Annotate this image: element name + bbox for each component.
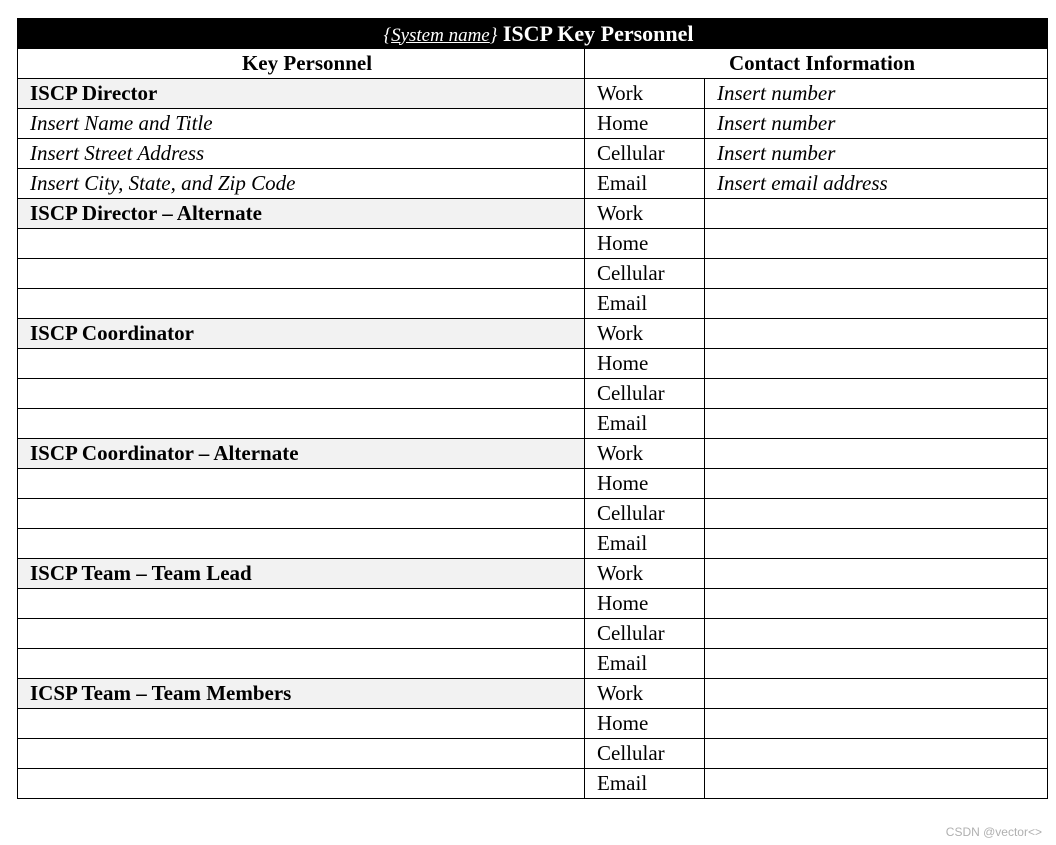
contact-value-cell <box>705 649 1048 679</box>
table-row <box>18 259 1048 289</box>
contact-value-cell <box>705 409 1048 439</box>
personnel-detail-cell <box>18 289 585 319</box>
table-row <box>18 619 1048 649</box>
contact-type-cell: Email <box>585 409 705 439</box>
key-personnel-table <box>17 18 1048 799</box>
header-key-personnel: Key Personnel <box>18 49 585 79</box>
personnel-detail-cell <box>18 259 585 289</box>
header-contact-information: Contact Information <box>585 49 1048 79</box>
contact-value-cell <box>705 439 1048 469</box>
contact-type-cell: Cellular <box>585 739 705 769</box>
table-title-text: ISCP Key Personnel <box>502 20 694 46</box>
contact-value-cell <box>705 709 1048 739</box>
table-row <box>18 739 1048 769</box>
contact-type-cell: Home <box>585 109 705 139</box>
table-row <box>18 439 1048 469</box>
personnel-detail-cell <box>18 529 585 559</box>
contact-type-cell: Email <box>585 529 705 559</box>
contact-type-cell: Cellular <box>585 259 705 289</box>
contact-value-cell <box>705 769 1048 799</box>
role-cell: ISCP Coordinator – Alternate <box>18 439 585 469</box>
contact-type-cell: Cellular <box>585 619 705 649</box>
table-row <box>18 499 1048 529</box>
table-row <box>18 109 1048 139</box>
role-cell: ISCP Coordinator <box>18 319 585 349</box>
contact-value-cell <box>705 739 1048 769</box>
contact-value-cell <box>705 199 1048 229</box>
personnel-detail-cell: Insert Street Address <box>18 139 585 169</box>
contact-type-cell: Cellular <box>585 139 705 169</box>
contact-value-cell: Insert number <box>705 139 1048 169</box>
table-row <box>18 229 1048 259</box>
personnel-detail-cell: Insert Name and Title <box>18 109 585 139</box>
role-cell: ISCP Team – Team Lead <box>18 559 585 589</box>
contact-value-cell <box>705 379 1048 409</box>
contact-type-cell: Home <box>585 469 705 499</box>
contact-value-cell: Insert email address <box>705 169 1048 199</box>
table-row <box>18 769 1048 799</box>
personnel-detail-cell <box>18 769 585 799</box>
contact-type-cell: Work <box>585 559 705 589</box>
role-cell: ISCP Director – Alternate <box>18 199 585 229</box>
contact-type-cell: Email <box>585 289 705 319</box>
personnel-detail-cell: Insert City, State, and Zip Code <box>18 169 585 199</box>
contact-type-cell: Email <box>585 169 705 199</box>
table-row <box>18 709 1048 739</box>
contact-value-cell <box>705 319 1048 349</box>
contact-value-cell <box>705 679 1048 709</box>
contact-type-cell: Work <box>585 319 705 349</box>
contact-type-cell: Work <box>585 439 705 469</box>
personnel-detail-cell <box>18 709 585 739</box>
contact-type-cell: Home <box>585 589 705 619</box>
table-row <box>18 349 1048 379</box>
table-row <box>18 289 1048 319</box>
contact-type-cell: Home <box>585 229 705 259</box>
table-row <box>18 529 1048 559</box>
contact-type-cell: Work <box>585 679 705 709</box>
contact-type-cell: Work <box>585 199 705 229</box>
table-title <box>18 19 1048 49</box>
contact-value-cell: Insert number <box>705 109 1048 139</box>
table-row <box>18 559 1048 589</box>
column-header-row <box>18 49 1048 79</box>
personnel-detail-cell <box>18 499 585 529</box>
contact-value-cell <box>705 469 1048 499</box>
table-row <box>18 79 1048 109</box>
system-name-placeholder: {System name} <box>383 24 498 46</box>
contact-type-cell: Work <box>585 79 705 109</box>
table-row <box>18 139 1048 169</box>
contact-type-cell: Home <box>585 349 705 379</box>
contact-type-cell: Email <box>585 649 705 679</box>
table-row <box>18 589 1048 619</box>
contact-value-cell <box>705 229 1048 259</box>
table-row <box>18 169 1048 199</box>
contact-type-cell: Cellular <box>585 379 705 409</box>
contact-value-cell: Insert number <box>705 79 1048 109</box>
personnel-detail-cell <box>18 409 585 439</box>
table-row <box>18 469 1048 499</box>
table-row <box>18 679 1048 709</box>
role-cell: ICSP Team – Team Members <box>18 679 585 709</box>
watermark: CSDN @vector<> <box>945 825 1042 839</box>
table-body <box>18 79 1048 799</box>
contact-value-cell <box>705 619 1048 649</box>
personnel-detail-cell <box>18 349 585 379</box>
table-row <box>18 409 1048 439</box>
personnel-detail-cell <box>18 469 585 499</box>
contact-value-cell <box>705 349 1048 379</box>
role-cell: ISCP Director <box>18 79 585 109</box>
contact-value-cell <box>705 559 1048 589</box>
contact-value-cell <box>705 289 1048 319</box>
contact-type-cell: Cellular <box>585 499 705 529</box>
personnel-detail-cell <box>18 739 585 769</box>
personnel-detail-cell <box>18 229 585 259</box>
contact-type-cell: Home <box>585 709 705 739</box>
personnel-detail-cell <box>18 649 585 679</box>
table-row <box>18 319 1048 349</box>
table-row <box>18 199 1048 229</box>
personnel-detail-cell <box>18 619 585 649</box>
contact-value-cell <box>705 499 1048 529</box>
contact-value-cell <box>705 259 1048 289</box>
contact-type-cell: Email <box>585 769 705 799</box>
personnel-detail-cell <box>18 379 585 409</box>
table-row <box>18 649 1048 679</box>
personnel-detail-cell <box>18 589 585 619</box>
table-row <box>18 379 1048 409</box>
contact-value-cell <box>705 589 1048 619</box>
contact-value-cell <box>705 529 1048 559</box>
table-title-row <box>18 19 1048 49</box>
